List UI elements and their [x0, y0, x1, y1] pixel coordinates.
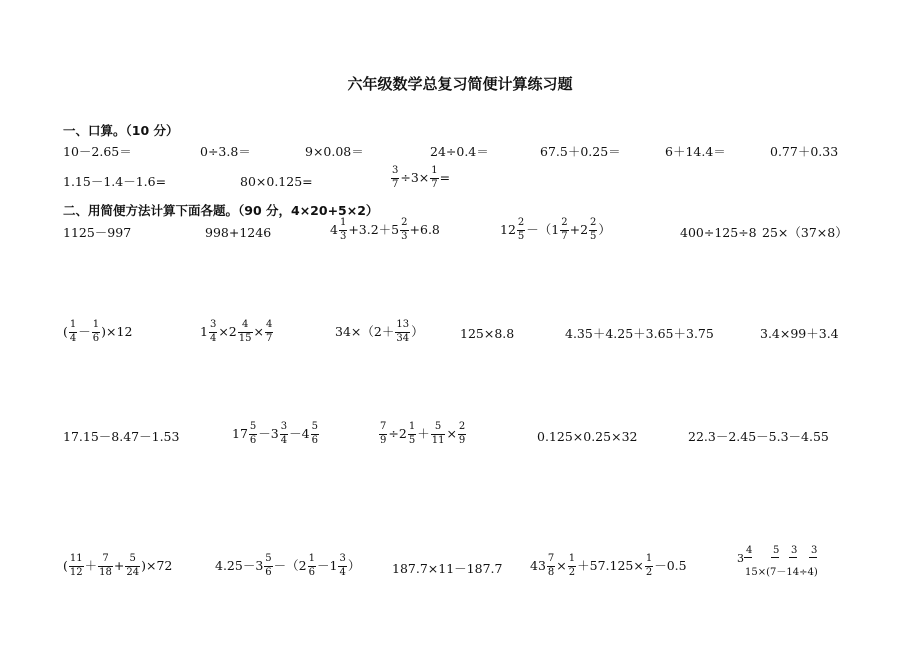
numerator: 13 [396, 319, 410, 330]
operator: ×2 [218, 323, 237, 339]
problem-r3-1: 17.15－8.47－1.53 [63, 429, 180, 444]
operator: ） [347, 557, 361, 573]
denominator: 6 [308, 566, 315, 578]
fraction [69, 320, 77, 344]
oral-item-1: 10－2.65＝ [63, 144, 132, 159]
numerator: 7 [380, 421, 387, 432]
numerator: 2 [517, 217, 525, 228]
problem-r1-4 [500, 218, 611, 242]
numerator: 1 [431, 165, 438, 176]
numerator: 3 [209, 319, 217, 330]
operator: × [446, 425, 457, 441]
section-1-heading: 一、口算。（10 分） [63, 123, 179, 138]
denominator: 5 [590, 230, 597, 242]
operator: ＋ [84, 557, 98, 573]
operator: －（2 [273, 557, 307, 573]
denominator: 12 [69, 566, 83, 578]
oral-item-9: 80×0.125= [240, 174, 313, 189]
numerator: 3 [392, 165, 399, 176]
fraction [400, 218, 408, 242]
fraction [458, 422, 466, 446]
fraction [339, 218, 347, 242]
operator: －（1 [526, 221, 560, 237]
fraction [238, 320, 253, 344]
denominator: 24 [126, 566, 140, 578]
fraction-bar [744, 557, 752, 558]
operator: －1 [317, 557, 338, 573]
operator: 34×（2＋ [335, 323, 395, 339]
denominator: 9 [380, 434, 387, 446]
numerator: 1 [408, 421, 416, 432]
operator: － [78, 323, 91, 339]
fraction [391, 166, 399, 190]
fraction [92, 320, 100, 344]
whole-number: 17 [232, 425, 248, 441]
fraction [430, 166, 438, 190]
numerator: 4 [241, 319, 249, 330]
operator: 4.25－3 [215, 557, 264, 573]
numerator: 4 [746, 545, 753, 556]
denominator: 7 [392, 178, 399, 190]
fraction [379, 422, 387, 446]
numerator: 7 [547, 553, 555, 564]
problem-r3-3 [378, 422, 467, 446]
denominator: 4 [209, 332, 217, 344]
fraction [395, 320, 410, 344]
fraction [209, 320, 217, 344]
operator: ） [411, 323, 424, 339]
numerator: 1 [308, 553, 315, 564]
problem-r1-3 [330, 218, 440, 242]
problem-r4-1 [63, 554, 172, 578]
denominator: 3 [339, 230, 347, 242]
fraction [645, 554, 653, 578]
equals-sign: = [439, 169, 451, 185]
operator: + [113, 557, 125, 573]
fraction [547, 554, 555, 578]
denominator: 15 [238, 332, 252, 344]
operator: +3.2＋5 [348, 221, 400, 237]
operator: －3 [258, 425, 279, 441]
operator: × [556, 557, 567, 573]
numerator: 11 [69, 553, 83, 564]
problem-r2-6: 3.4×99＋3.4 [760, 326, 839, 341]
numerator: 5 [249, 421, 257, 432]
numerator: 5 [311, 421, 318, 432]
problem-r1-2: 998+1246 [205, 225, 272, 240]
problem-r2-4: 125×8.8 [460, 326, 515, 341]
problem-r3-5: 22.3－2.45－5.3－4.55 [688, 429, 829, 444]
operator: )×12 [101, 323, 133, 339]
operator: ( [63, 557, 68, 573]
numerator: 5 [129, 553, 136, 564]
denominator: 4 [69, 332, 77, 344]
oral-item-3: 9×0.08＝ [305, 144, 364, 159]
denominator: 11 [431, 434, 445, 446]
numerator: 2 [401, 217, 408, 228]
problem-r4-5 [735, 543, 825, 577]
fraction [249, 422, 257, 446]
operator: ） [598, 221, 611, 237]
operator: +2 [569, 221, 589, 237]
problem-r2-3 [335, 320, 424, 344]
fraction-bar [789, 557, 797, 558]
problem-r3-4: 0.125×0.25×32 [537, 429, 638, 444]
denominator: 4 [280, 434, 288, 446]
oral-item-2: 0÷3.8＝ [200, 144, 251, 159]
denominator: 6 [265, 566, 272, 578]
operator: ( [63, 323, 68, 339]
denominator: 8 [547, 566, 555, 578]
numerator: 3 [791, 545, 798, 556]
operator: ÷3× [400, 169, 430, 185]
oral-item-10 [390, 166, 450, 190]
numerator: 2 [458, 421, 466, 432]
numerator: 4 [265, 319, 273, 330]
denominator: 7 [265, 332, 273, 344]
whole-number: 12 [500, 221, 516, 237]
operator: －4 [289, 425, 310, 441]
problem-r4-2 [215, 554, 360, 578]
denominator: 9 [458, 434, 466, 446]
whole-number: 1 [200, 323, 208, 339]
operator: ＋ [417, 425, 430, 441]
denominator: 3 [401, 230, 408, 242]
denominator: 4 [339, 566, 346, 578]
denominator: 2 [645, 566, 653, 578]
numerator: 2 [590, 217, 597, 228]
denominator: 18 [99, 566, 112, 578]
problem-r2-1 [63, 320, 132, 344]
operator: ＋57.125× [577, 557, 644, 573]
expression-line: 15×(7－14÷4) [745, 567, 818, 578]
numerator: 3 [280, 421, 288, 432]
problem-r2-5: 4.35＋4.25＋3.65＋3.75 [565, 326, 714, 341]
operator: ÷2 [388, 425, 407, 441]
fraction [338, 554, 346, 578]
fraction [568, 554, 576, 578]
fraction-bar [809, 557, 817, 558]
page-title: 六年级数学总复习简便计算练习题 [347, 75, 573, 93]
fraction [560, 218, 568, 242]
fraction [98, 554, 113, 578]
denominator: 6 [311, 434, 318, 446]
numerator: 1 [92, 319, 100, 330]
oral-item-4: 24÷0.4＝ [430, 144, 489, 159]
numerator: 5 [265, 553, 272, 564]
problem-r4-3: 187.7×11－187.7 [392, 561, 503, 576]
fraction [125, 554, 140, 578]
problem-r1-1: 1125－997 [63, 225, 132, 240]
operator: )×72 [141, 557, 173, 573]
fraction [408, 422, 416, 446]
denominator: 6 [249, 434, 257, 446]
numerator: 5 [434, 421, 442, 432]
problem-r1-5: 400÷125÷8 [680, 225, 757, 240]
operator: －0.5 [654, 557, 687, 573]
numerator: 1 [339, 217, 347, 228]
oral-item-5: 67.5＋0.25＝ [540, 144, 621, 159]
denominator: 7 [561, 230, 568, 242]
fraction [517, 218, 525, 242]
section-2-heading: 二、用简便方法计算下面各题。（90 分，4×20+5×2） [63, 203, 379, 218]
numerator: 3 [811, 545, 818, 556]
fraction [431, 422, 446, 446]
problem-r2-2 [200, 320, 274, 344]
numerator: 3 [339, 553, 346, 564]
numerator: 5 [773, 545, 780, 556]
fraction [69, 554, 84, 578]
numerator: 1 [69, 319, 77, 330]
fraction [589, 218, 597, 242]
numerator: 1 [568, 553, 576, 564]
oral-item-7: 0.77＋0.33 [770, 144, 839, 159]
fraction [265, 320, 273, 344]
numerator: 1 [645, 553, 653, 564]
fraction [311, 422, 319, 446]
problem-r3-2 [232, 422, 320, 446]
denominator: 2 [568, 566, 576, 578]
whole-number: 4 [330, 221, 338, 237]
fraction [280, 422, 288, 446]
denominator: 34 [396, 332, 410, 344]
whole-number: 3 [737, 552, 744, 565]
fraction [308, 554, 316, 578]
operator: +6.8 [409, 221, 440, 237]
operator: × [253, 323, 264, 339]
oral-item-8: 1.15－1.4－1.6= [63, 174, 167, 189]
fraction [264, 554, 272, 578]
denominator: 5 [408, 434, 416, 446]
denominator: 7 [431, 178, 438, 190]
denominator: 5 [517, 230, 525, 242]
oral-item-6: 6＋14.4＝ [665, 144, 726, 159]
whole-number: 43 [530, 557, 546, 573]
fraction-bar [771, 557, 779, 558]
problem-r1-6: 25×（37×8） [762, 225, 848, 240]
denominator: 6 [92, 332, 100, 344]
problem-r4-4 [530, 554, 687, 578]
numerator: 2 [561, 217, 568, 228]
numerator: 7 [102, 553, 109, 564]
